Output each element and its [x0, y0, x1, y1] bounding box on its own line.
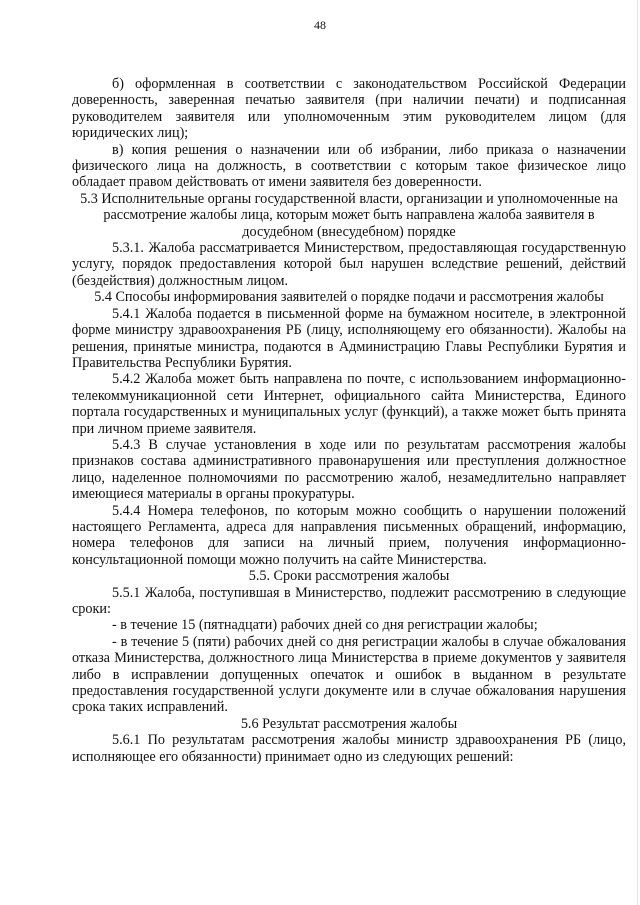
- document-body: [72, 76, 626, 765]
- paragraph-power-of-attorney: б) оформленная в соответствии с законодательством Российской Федерации доверенность, заверенная печатью заявителя (при наличии печати) и подписанная руководителем заявителя или уполномоченным этим руководителем лицом (для юридических лиц);: [72, 76, 626, 142]
- paragraph-5-4-4: 5.4.4 Номера телефонов, по которым можно сообщить о нарушении положений настоящего Регламента, адреса для направления письменных обращений, информацию, номера телефонов для записи на личный прием, получения информационно-консультационной помощи можно получить на сайте Министерства.: [72, 502, 626, 568]
- paragraph-5-3-1: 5.3.1. Жалоба рассматривается Министерством, предоставляющая государственную услугу, порядок предоставления которой был нарушен вследствие решений, действий (бездействия) должностным лицом.: [72, 240, 626, 289]
- paragraph-5-4-1: 5.4.1 Жалоба подается в письменной форме на бумажном носителе, в электронной форме министру здравоохранения РБ (лицу, исполняющему его обязанности). Жалобы на решения, принятые министра, подаются в Администрацию Главы Республики Бурятия и Правительства Республики Бурятия.: [72, 305, 626, 371]
- heading-5-6: 5.6 Результат рассмотрения жалобы: [240, 715, 458, 732]
- heading-5-5: 5.5. Сроки рассмотрения жалобы: [248, 568, 450, 585]
- scan-edge-line: [637, 0, 638, 905]
- list-item-15-days: - в течение 15 (пятнадцати) рабочих дней со дня регистрации жалобы;: [112, 617, 538, 634]
- list-item-5-days: - в течение 5 (пяти) рабочих дней со дня регистрации жалобы в случае обжалования отказа Министерства, должностного лица Министерства в приеме документов у заявителя либо в исправлении допущенных опечаток и ошибок в выданном в результате предоставления государственной услуги документе или в случае обжалования нарушения срока таких исправлений.: [72, 633, 626, 716]
- heading-5-3: 5.3 Исполнительные органы государственной власти, организации и уполномоченные на рассмотрение жалобы лица, которым может быть направлена жалоба заявителя в досудебном (внесудебном) порядке: [80, 190, 618, 240]
- paragraph-appointment-copy: в) копия решения о назначении или об избрании, либо приказа о назначении физического лица на должность, в соответствии с которым такое физическое лицо обладает правом действовать от имени заявителя без доверенности.: [72, 141, 626, 191]
- heading-5-4: 5.4 Способы информирования заявителей о порядке подачи и рассмотрения жалобы: [94, 289, 604, 306]
- paragraph-5-4-3: 5.4.3 В случае установления в ходе или по результатам рассмотрения жалобы признаков состава административного правонарушения или преступления должностное лицо, наделенное полномочиями по рассмотрению жалоб, незамедлительно направляет имеющиеся материалы в органы прокуратуры.: [72, 436, 626, 503]
- paragraph-5-6-1: 5.6.1 По результатам рассмотрения жалобы министр здравоохранения РБ (лицо, исполняющее его обязанности) принимает одно из следующих решений:: [72, 732, 626, 765]
- paragraph-5-4-2: 5.4.2 Жалоба может быть направлена по почте, с использованием информационно-телекоммуникационной сети Интернет, официального сайта Министерства, Единого портала государственных и муниципальных услуг (функций), а также может быть принята при личном приеме заявителя.: [72, 371, 626, 437]
- paragraph-5-5-1: 5.5.1 Жалоба, поступившая в Министерство, подлежит рассмотрению в следующие сроки:: [72, 584, 626, 617]
- page-number: 48: [314, 18, 326, 32]
